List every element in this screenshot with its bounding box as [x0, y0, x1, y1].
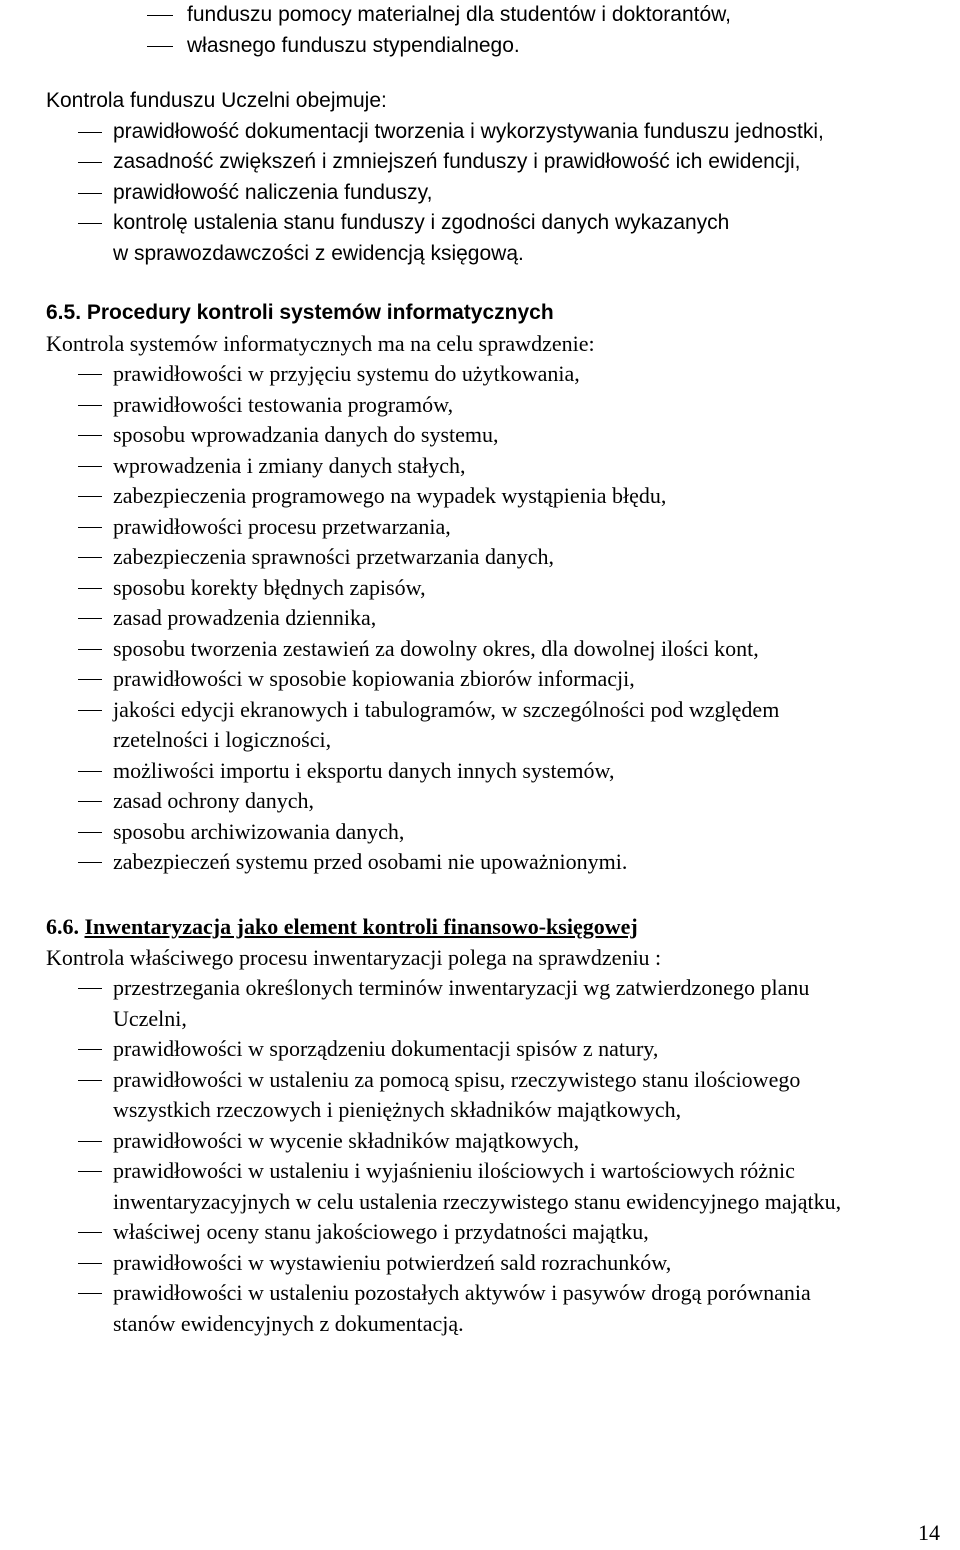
list-item-text: kontrolę ustalenia stanu funduszy i zgodności danych wykazanych [113, 211, 730, 234]
list-item [0, 1034, 960, 1065]
list-item [0, 178, 960, 209]
top-list [0, 0, 960, 61]
list-item-text-continued: inwentaryzacyjnych w celu ustalenia rzeczywistego stanu ewidencyjnego majątku, [113, 1188, 842, 1214]
section-6-5 [0, 298, 960, 878]
dash-bullet-icon [78, 435, 102, 436]
list-item [0, 847, 960, 878]
dash-bullet-icon [147, 46, 173, 47]
list-item-text-continued: Uczelni, [113, 1005, 187, 1031]
list-item-text: prawidłowości w ustaleniu za pomocą spisu, rzeczywistego stanu ilościowego [113, 1066, 801, 1092]
dash-bullet-icon [78, 405, 102, 406]
list-item-text: własnego funduszu stypendialnego. [187, 33, 520, 57]
list-item [0, 481, 960, 512]
list-item-text: prawidłowości w sporządzeniu dokumentacji spisów z natury, [113, 1036, 659, 1061]
list-item-text-continued: stanów ewidencyjnych z dokumentacją. [113, 1310, 464, 1336]
dash-bullet-icon [78, 832, 102, 833]
list-item [0, 31, 960, 62]
list-item [0, 512, 960, 543]
list-item [0, 817, 960, 848]
list-item-text: sposobu korekty błędnych zapisów, [113, 574, 426, 600]
list-item [0, 451, 960, 482]
dash-bullet-icon [78, 862, 102, 863]
list-item [0, 542, 960, 573]
dash-bullet-icon [78, 162, 102, 163]
fund-control-list [0, 117, 960, 270]
list-item [0, 117, 960, 148]
dash-bullet-icon [78, 649, 102, 650]
list-item [0, 208, 960, 269]
dash-bullet-icon [78, 618, 102, 619]
list-item-text-continued: wszystkich rzeczowych i pieniężnych składników majątkowych, [113, 1097, 682, 1122]
list-item-text: prawidłowość naliczenia funduszy, [113, 180, 433, 204]
list-item [0, 420, 960, 451]
section-number: 6.5. [46, 301, 82, 324]
list-item [0, 573, 960, 604]
section-title: Procedury kontroli systemów informatycznych [86, 301, 554, 324]
dash-bullet-icon [78, 1293, 102, 1294]
dash-bullet-icon [78, 374, 102, 375]
dash-bullet-icon [78, 223, 102, 224]
list-item [0, 1278, 960, 1339]
dash-bullet-icon [78, 132, 102, 133]
fund-control-intro: Kontrola funduszu Uczelni obejmuje: [46, 89, 387, 112]
section-intro: Kontrola systemów informatycznych ma na celu sprawdzenie: [46, 330, 595, 356]
list-item [0, 1065, 960, 1126]
list-item-text: sposobu archiwizowania danych, [113, 818, 405, 844]
list-item-text: zasad prowadzenia dziennika, [113, 605, 377, 630]
section-title: Inwentaryzacja jako element kontroli finansowo-księgowej [84, 914, 638, 939]
dash-bullet-icon [78, 557, 102, 558]
list-item-text: prawidłowości w wycenie składników majątkowych, [113, 1127, 580, 1153]
list-item-text: przestrzegania określonych terminów inwentaryzacji wg zatwierdzonego planu [113, 975, 810, 1000]
list-item-text: zabezpieczeń systemu przed osobami nie upoważnionymi. [113, 849, 628, 874]
section-6-5-list [0, 359, 960, 878]
dash-bullet-icon [78, 466, 102, 467]
list-item [0, 0, 960, 31]
list-item-text: wprowadzenia i zmiany danych stałych, [113, 452, 466, 478]
dash-bullet-icon [78, 1141, 102, 1142]
dash-bullet-icon [78, 771, 102, 772]
dash-bullet-icon [78, 988, 102, 989]
dash-bullet-icon [78, 801, 102, 802]
section-number: 6.6. [46, 914, 79, 939]
list-item [0, 390, 960, 421]
list-item-text: funduszu pomocy materialnej dla studentów i doktorantów, [187, 3, 731, 26]
list-item [0, 1126, 960, 1157]
dash-bullet-icon [78, 496, 102, 497]
list-item [0, 664, 960, 695]
list-item-text: prawidłowości testowania programów, [113, 391, 454, 417]
list-item [0, 756, 960, 787]
list-item-text: prawidłowości procesu przetwarzania, [113, 513, 451, 539]
dash-bullet-icon [78, 1232, 102, 1233]
list-item-text: jakości edycji ekranowych i tabulogramów, w szczególności pod względem [113, 696, 780, 722]
list-item [0, 1248, 960, 1279]
dash-bullet-icon [78, 1171, 102, 1172]
dash-bullet-icon [78, 1080, 102, 1081]
list-item-text: zasad ochrony danych, [113, 788, 314, 813]
dash-bullet-icon [78, 527, 102, 528]
list-item [0, 147, 960, 178]
list-item-text: zasadność zwiększeń i zmniejszeń funduszy i prawidłowość ich ewidencji, [113, 150, 801, 173]
list-item [0, 1217, 960, 1248]
list-item [0, 1156, 960, 1217]
section-intro: Kontrola właściwego procesu inwentaryzacji polega na sprawdzeniu : [46, 944, 662, 970]
list-item [0, 634, 960, 665]
page-number: 14 [918, 1520, 940, 1545]
list-item-text: właściwej oceny stanu jakościowego i przydatności majątku, [113, 1219, 649, 1244]
list-item-text: sposobu tworzenia zestawień za dowolny okres, dla dowolnej ilości kont, [113, 635, 759, 661]
list-item-text-continued: rzetelności i logiczności, [113, 727, 332, 752]
list-item-text: prawidłowości w ustaleniu i wyjaśnieniu ilościowych i wartościowych różnic [113, 1158, 795, 1183]
list-item [0, 786, 960, 817]
list-item [0, 359, 960, 390]
dash-bullet-icon [78, 193, 102, 194]
list-item-text: prawidłowości w sposobie kopiowania zbiorów informacji, [113, 666, 635, 691]
list-item-text: zabezpieczenia programowego na wypadek wystąpienia błędu, [113, 483, 667, 508]
list-item-text: prawidłowości w przyjęciu systemu do użytkowania, [113, 361, 580, 386]
list-item-text: sposobu wprowadzania danych do systemu, [113, 422, 499, 447]
list-item-text: prawidłowości w wystawieniu potwierdzeń sald rozrachunków, [113, 1249, 672, 1275]
section-6-6 [0, 912, 960, 1339]
dash-bullet-icon [147, 15, 173, 16]
fund-control-section [0, 86, 960, 269]
list-item [0, 695, 960, 756]
dash-bullet-icon [78, 588, 102, 589]
dash-bullet-icon [78, 1049, 102, 1050]
list-item [0, 973, 960, 1034]
list-item-text-continued: w sprawozdawczości z ewidencją księgową. [113, 241, 524, 265]
list-item-text: prawidłowość dokumentacji tworzenia i wykorzystywania funduszu jednostki, [113, 119, 824, 143]
dash-bullet-icon [78, 1263, 102, 1264]
list-item [0, 603, 960, 634]
dash-bullet-icon [78, 710, 102, 711]
list-item-text: prawidłowości w ustaleniu pozostałych aktywów i pasywów drogą porównania [113, 1280, 811, 1305]
list-item-text: możliwości importu i eksportu danych innych systemów, [113, 757, 615, 783]
top-dash-list [0, 0, 960, 61]
list-item-text: zabezpieczenia sprawności przetwarzania danych, [113, 544, 554, 569]
dash-bullet-icon [78, 679, 102, 680]
section-6-6-list [0, 973, 960, 1339]
section-heading [0, 298, 960, 329]
section-heading [0, 912, 960, 943]
